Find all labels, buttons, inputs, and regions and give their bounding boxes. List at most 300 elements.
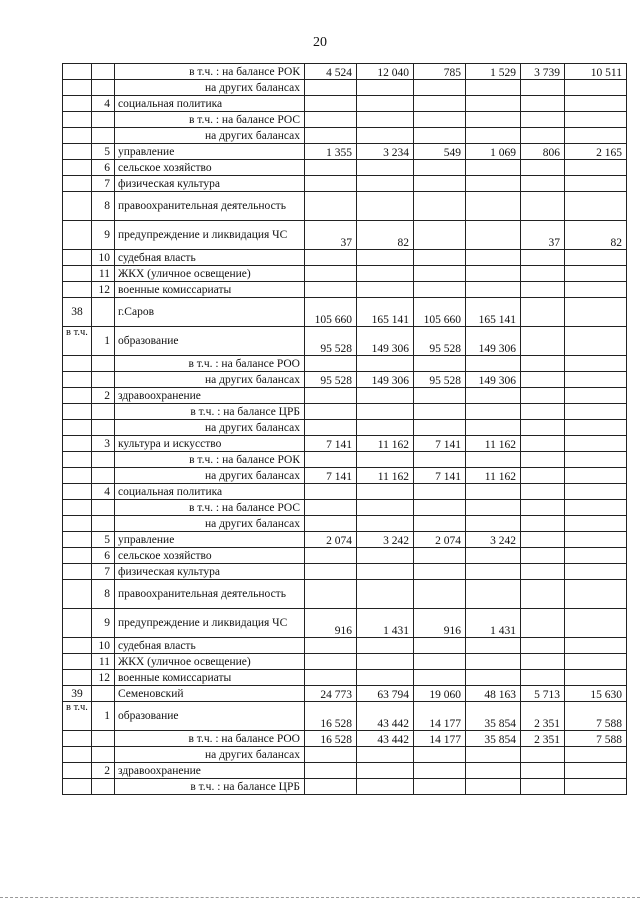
table-row bbox=[63, 80, 627, 96]
value-cell: 35 854 bbox=[466, 731, 521, 747]
table-row bbox=[63, 250, 627, 266]
value-cell bbox=[521, 420, 565, 436]
value-cell: 35 854 bbox=[466, 702, 521, 731]
budget-table bbox=[62, 63, 627, 795]
table-row bbox=[63, 420, 627, 436]
value-cell bbox=[565, 670, 627, 686]
item-name-cell: культура и искусство bbox=[115, 436, 305, 452]
table-row bbox=[63, 404, 627, 420]
table-row bbox=[63, 282, 627, 298]
row-number-cell bbox=[63, 731, 92, 747]
value-cell bbox=[521, 763, 565, 779]
row-number-cell: 38 bbox=[63, 298, 92, 327]
value-cell bbox=[414, 654, 466, 670]
value-cell: 11 162 bbox=[357, 436, 414, 452]
row-number-cell bbox=[63, 64, 92, 80]
item-number-cell: 8 bbox=[92, 580, 115, 609]
item-name-cell: на других балансах bbox=[115, 80, 305, 96]
item-number-cell bbox=[92, 298, 115, 327]
item-name-cell: предупреждение и ликвидация ЧС bbox=[115, 221, 305, 250]
value-cell bbox=[565, 112, 627, 128]
item-number-cell: 10 bbox=[92, 638, 115, 654]
value-cell bbox=[466, 763, 521, 779]
value-cell bbox=[521, 298, 565, 327]
item-number-cell bbox=[92, 404, 115, 420]
value-cell: 19 060 bbox=[414, 686, 466, 702]
item-number-cell: 8 bbox=[92, 192, 115, 221]
value-cell bbox=[357, 112, 414, 128]
row-number-cell bbox=[63, 160, 92, 176]
table-row bbox=[63, 221, 627, 250]
value-cell bbox=[305, 388, 357, 404]
table-row bbox=[63, 580, 627, 609]
table-row bbox=[63, 64, 627, 80]
item-name-cell: ЖКХ (уличное освещение) bbox=[115, 266, 305, 282]
table-row bbox=[63, 763, 627, 779]
value-cell bbox=[466, 80, 521, 96]
value-cell bbox=[466, 747, 521, 763]
item-name-cell: в т.ч. : на балансе РОК bbox=[115, 452, 305, 468]
value-cell: 7 141 bbox=[414, 468, 466, 484]
value-cell bbox=[565, 250, 627, 266]
item-number-cell: 12 bbox=[92, 282, 115, 298]
item-name-cell: образование bbox=[115, 327, 305, 356]
value-cell: 2 074 bbox=[305, 532, 357, 548]
value-cell bbox=[414, 638, 466, 654]
value-cell bbox=[305, 638, 357, 654]
value-cell bbox=[521, 282, 565, 298]
value-cell bbox=[521, 80, 565, 96]
row-number-cell bbox=[63, 221, 92, 250]
value-cell: 165 141 bbox=[466, 298, 521, 327]
table-row bbox=[63, 160, 627, 176]
value-cell bbox=[414, 516, 466, 532]
row-number-cell bbox=[63, 144, 92, 160]
row-number-cell bbox=[63, 670, 92, 686]
table-row bbox=[63, 747, 627, 763]
value-cell bbox=[565, 654, 627, 670]
table-row bbox=[63, 779, 627, 795]
item-name-cell: г.Саров bbox=[115, 298, 305, 327]
value-cell bbox=[305, 564, 357, 580]
value-cell: 149 306 bbox=[466, 372, 521, 388]
value-cell bbox=[466, 564, 521, 580]
value-cell bbox=[565, 532, 627, 548]
table-row bbox=[63, 128, 627, 144]
table-row bbox=[63, 388, 627, 404]
item-name-cell: на других балансах bbox=[115, 468, 305, 484]
item-number-cell bbox=[92, 779, 115, 795]
value-cell bbox=[357, 356, 414, 372]
item-name-cell: физическая культура bbox=[115, 176, 305, 192]
table-body bbox=[63, 64, 627, 795]
value-cell bbox=[521, 404, 565, 420]
item-number-cell: 2 bbox=[92, 388, 115, 404]
value-cell bbox=[414, 96, 466, 112]
value-cell: 16 528 bbox=[305, 731, 357, 747]
row-number-cell bbox=[63, 468, 92, 484]
table-row bbox=[63, 609, 627, 638]
page-number: 20 bbox=[313, 35, 327, 50]
value-cell bbox=[414, 176, 466, 192]
item-number-cell bbox=[92, 452, 115, 468]
item-number-cell bbox=[92, 686, 115, 702]
item-number-cell bbox=[92, 356, 115, 372]
value-cell bbox=[466, 670, 521, 686]
value-cell bbox=[521, 112, 565, 128]
value-cell bbox=[305, 763, 357, 779]
value-cell: 2 351 bbox=[521, 702, 565, 731]
value-cell bbox=[357, 192, 414, 221]
value-cell: 916 bbox=[414, 609, 466, 638]
value-cell bbox=[565, 420, 627, 436]
value-cell: 1 529 bbox=[466, 64, 521, 80]
value-cell bbox=[414, 484, 466, 500]
value-cell bbox=[565, 266, 627, 282]
value-cell bbox=[565, 96, 627, 112]
row-number-cell bbox=[63, 580, 92, 609]
value-cell bbox=[466, 654, 521, 670]
row-number-cell bbox=[63, 250, 92, 266]
value-cell bbox=[565, 580, 627, 609]
value-cell bbox=[521, 128, 565, 144]
value-cell: 14 177 bbox=[414, 702, 466, 731]
value-cell bbox=[305, 266, 357, 282]
item-name-cell: Семеновский bbox=[115, 686, 305, 702]
value-cell: 2 351 bbox=[521, 731, 565, 747]
value-cell bbox=[565, 516, 627, 532]
item-number-cell: 9 bbox=[92, 221, 115, 250]
value-cell bbox=[357, 580, 414, 609]
value-cell: 105 660 bbox=[414, 298, 466, 327]
value-cell: 3 242 bbox=[357, 532, 414, 548]
item-number-cell: 11 bbox=[92, 266, 115, 282]
item-name-cell: в т.ч. : на балансе РОО bbox=[115, 356, 305, 372]
item-number-cell bbox=[92, 80, 115, 96]
value-cell bbox=[466, 221, 521, 250]
value-cell bbox=[565, 609, 627, 638]
value-cell: 12 040 bbox=[357, 64, 414, 80]
table-row bbox=[63, 548, 627, 564]
table-row bbox=[63, 298, 627, 327]
row-number-cell bbox=[63, 516, 92, 532]
row-number-cell bbox=[63, 500, 92, 516]
table-row bbox=[63, 516, 627, 532]
value-cell bbox=[466, 192, 521, 221]
item-number-cell: 10 bbox=[92, 250, 115, 266]
value-cell bbox=[357, 176, 414, 192]
value-cell bbox=[521, 779, 565, 795]
value-cell bbox=[357, 763, 414, 779]
value-cell bbox=[414, 112, 466, 128]
value-cell bbox=[305, 747, 357, 763]
value-cell bbox=[357, 638, 414, 654]
value-cell: 7 141 bbox=[305, 468, 357, 484]
table-row bbox=[63, 192, 627, 221]
value-cell bbox=[565, 436, 627, 452]
value-cell bbox=[466, 282, 521, 298]
value-cell bbox=[521, 468, 565, 484]
value-cell bbox=[565, 80, 627, 96]
table-row bbox=[63, 436, 627, 452]
value-cell bbox=[466, 516, 521, 532]
value-cell: 785 bbox=[414, 64, 466, 80]
value-cell: 14 177 bbox=[414, 731, 466, 747]
value-cell bbox=[521, 96, 565, 112]
value-cell bbox=[466, 266, 521, 282]
value-cell bbox=[414, 282, 466, 298]
item-name-cell: физическая культура bbox=[115, 564, 305, 580]
value-cell: 15 630 bbox=[565, 686, 627, 702]
value-cell bbox=[414, 564, 466, 580]
value-cell bbox=[305, 192, 357, 221]
value-cell bbox=[414, 128, 466, 144]
value-cell bbox=[521, 436, 565, 452]
item-name-cell: в т.ч. : на балансе РОС bbox=[115, 112, 305, 128]
value-cell bbox=[414, 500, 466, 516]
value-cell: 149 306 bbox=[357, 372, 414, 388]
value-cell: 1 069 bbox=[466, 144, 521, 160]
row-number-cell bbox=[63, 420, 92, 436]
value-cell bbox=[357, 250, 414, 266]
value-cell bbox=[466, 160, 521, 176]
value-cell bbox=[357, 564, 414, 580]
value-cell bbox=[305, 404, 357, 420]
value-cell bbox=[521, 654, 565, 670]
value-cell bbox=[466, 128, 521, 144]
value-cell bbox=[466, 779, 521, 795]
value-cell: 149 306 bbox=[357, 327, 414, 356]
bottom-rule bbox=[0, 897, 640, 898]
row-number-cell bbox=[63, 404, 92, 420]
value-cell bbox=[466, 420, 521, 436]
row-number-cell bbox=[63, 176, 92, 192]
row-number-cell bbox=[63, 763, 92, 779]
value-cell bbox=[521, 564, 565, 580]
value-cell bbox=[305, 516, 357, 532]
value-cell bbox=[357, 670, 414, 686]
value-cell bbox=[466, 500, 521, 516]
value-cell: 149 306 bbox=[466, 327, 521, 356]
row-number-cell bbox=[63, 80, 92, 96]
value-cell bbox=[305, 282, 357, 298]
value-cell bbox=[414, 747, 466, 763]
value-cell: 7 141 bbox=[305, 436, 357, 452]
item-number-cell: 3 bbox=[92, 436, 115, 452]
value-cell bbox=[565, 468, 627, 484]
value-cell: 11 162 bbox=[466, 436, 521, 452]
item-name-cell: здравоохранение bbox=[115, 763, 305, 779]
item-name-cell: сельское хозяйство bbox=[115, 548, 305, 564]
value-cell bbox=[466, 112, 521, 128]
item-number-cell: 5 bbox=[92, 532, 115, 548]
item-number-cell: 7 bbox=[92, 176, 115, 192]
value-cell bbox=[565, 779, 627, 795]
item-name-cell: правоохранительная деятельность bbox=[115, 192, 305, 221]
item-name-cell: на других балансах bbox=[115, 516, 305, 532]
row-number-cell bbox=[63, 452, 92, 468]
item-number-cell: 4 bbox=[92, 484, 115, 500]
value-cell bbox=[414, 404, 466, 420]
value-cell bbox=[305, 500, 357, 516]
value-cell: 37 bbox=[521, 221, 565, 250]
table-row bbox=[63, 372, 627, 388]
value-cell bbox=[357, 282, 414, 298]
value-cell bbox=[521, 372, 565, 388]
value-cell bbox=[466, 96, 521, 112]
value-cell bbox=[521, 747, 565, 763]
value-cell: 7 588 bbox=[565, 731, 627, 747]
item-name-cell: на других балансах bbox=[115, 128, 305, 144]
value-cell bbox=[466, 452, 521, 468]
row-number-cell bbox=[63, 654, 92, 670]
table-row bbox=[63, 327, 627, 356]
value-cell bbox=[565, 638, 627, 654]
value-cell bbox=[357, 160, 414, 176]
value-cell: 95 528 bbox=[414, 372, 466, 388]
value-cell bbox=[305, 128, 357, 144]
item-number-cell: 6 bbox=[92, 548, 115, 564]
item-number-cell bbox=[92, 372, 115, 388]
item-name-cell: здравоохранение bbox=[115, 388, 305, 404]
item-name-cell: судебная власть bbox=[115, 250, 305, 266]
row-number-cell bbox=[63, 388, 92, 404]
value-cell bbox=[414, 779, 466, 795]
value-cell: 11 162 bbox=[357, 468, 414, 484]
row-number-cell bbox=[63, 532, 92, 548]
value-cell bbox=[466, 484, 521, 500]
row-number-cell: 39 bbox=[63, 686, 92, 702]
value-cell: 165 141 bbox=[357, 298, 414, 327]
table-row bbox=[63, 144, 627, 160]
value-cell bbox=[414, 356, 466, 372]
value-cell: 48 163 bbox=[466, 686, 521, 702]
row-number-cell bbox=[63, 112, 92, 128]
value-cell: 1 355 bbox=[305, 144, 357, 160]
value-cell: 7 141 bbox=[414, 436, 466, 452]
value-cell bbox=[414, 670, 466, 686]
value-cell bbox=[414, 452, 466, 468]
value-cell bbox=[414, 80, 466, 96]
item-number-cell bbox=[92, 64, 115, 80]
value-cell bbox=[305, 670, 357, 686]
table-row bbox=[63, 356, 627, 372]
value-cell: 7 588 bbox=[565, 702, 627, 731]
value-cell bbox=[565, 484, 627, 500]
item-name-cell: в т.ч. : на балансе РОО bbox=[115, 731, 305, 747]
row-number-cell bbox=[63, 128, 92, 144]
item-number-cell: 11 bbox=[92, 654, 115, 670]
value-cell bbox=[305, 250, 357, 266]
item-number-cell bbox=[92, 112, 115, 128]
value-cell: 3 242 bbox=[466, 532, 521, 548]
value-cell bbox=[565, 176, 627, 192]
value-cell: 82 bbox=[357, 221, 414, 250]
value-cell bbox=[414, 580, 466, 609]
row-number-cell bbox=[63, 609, 92, 638]
row-number-cell bbox=[63, 96, 92, 112]
value-cell bbox=[466, 176, 521, 192]
value-cell bbox=[521, 192, 565, 221]
value-cell bbox=[521, 250, 565, 266]
table-row bbox=[63, 654, 627, 670]
value-cell bbox=[305, 356, 357, 372]
item-name-cell: управление bbox=[115, 144, 305, 160]
value-cell: 1 431 bbox=[357, 609, 414, 638]
row-number-cell bbox=[63, 192, 92, 221]
value-cell bbox=[305, 580, 357, 609]
item-name-cell: военные комиссариаты bbox=[115, 282, 305, 298]
row-number-cell bbox=[63, 548, 92, 564]
value-cell bbox=[565, 282, 627, 298]
row-number-cell bbox=[63, 747, 92, 763]
row-number-cell bbox=[63, 266, 92, 282]
value-cell bbox=[357, 452, 414, 468]
value-cell bbox=[565, 192, 627, 221]
value-cell bbox=[521, 500, 565, 516]
item-number-cell bbox=[92, 731, 115, 747]
item-name-cell: правоохранительная деятельность bbox=[115, 580, 305, 609]
table-row bbox=[63, 686, 627, 702]
value-cell: 43 442 bbox=[357, 702, 414, 731]
table-row bbox=[63, 702, 627, 731]
table-row bbox=[63, 670, 627, 686]
table-row bbox=[63, 176, 627, 192]
value-cell: 3 234 bbox=[357, 144, 414, 160]
item-number-cell: 6 bbox=[92, 160, 115, 176]
item-number-cell: 5 bbox=[92, 144, 115, 160]
item-number-cell: 7 bbox=[92, 564, 115, 580]
value-cell: 2 074 bbox=[414, 532, 466, 548]
row-number-cell bbox=[63, 638, 92, 654]
value-cell bbox=[565, 452, 627, 468]
item-name-cell: в т.ч. : на балансе ЦРБ bbox=[115, 404, 305, 420]
value-cell bbox=[565, 500, 627, 516]
value-cell bbox=[521, 609, 565, 638]
value-cell: 1 431 bbox=[466, 609, 521, 638]
value-cell: 105 660 bbox=[305, 298, 357, 327]
value-cell: 43 442 bbox=[357, 731, 414, 747]
item-number-cell: 4 bbox=[92, 96, 115, 112]
value-cell: 63 794 bbox=[357, 686, 414, 702]
value-cell bbox=[305, 452, 357, 468]
value-cell bbox=[521, 388, 565, 404]
value-cell bbox=[466, 580, 521, 609]
value-cell bbox=[414, 763, 466, 779]
row-number-cell bbox=[63, 484, 92, 500]
value-cell bbox=[521, 638, 565, 654]
value-cell bbox=[414, 250, 466, 266]
value-cell bbox=[565, 763, 627, 779]
value-cell bbox=[565, 747, 627, 763]
value-cell: 95 528 bbox=[305, 372, 357, 388]
value-cell bbox=[305, 779, 357, 795]
value-cell bbox=[414, 266, 466, 282]
value-cell bbox=[521, 580, 565, 609]
item-number-cell: 12 bbox=[92, 670, 115, 686]
item-number-cell bbox=[92, 516, 115, 532]
item-number-cell bbox=[92, 747, 115, 763]
value-cell bbox=[565, 327, 627, 356]
value-cell bbox=[414, 388, 466, 404]
value-cell bbox=[357, 500, 414, 516]
value-cell bbox=[521, 176, 565, 192]
item-number-cell bbox=[92, 128, 115, 144]
value-cell: 4 524 bbox=[305, 64, 357, 80]
value-cell bbox=[305, 548, 357, 564]
value-cell bbox=[565, 548, 627, 564]
value-cell bbox=[305, 654, 357, 670]
